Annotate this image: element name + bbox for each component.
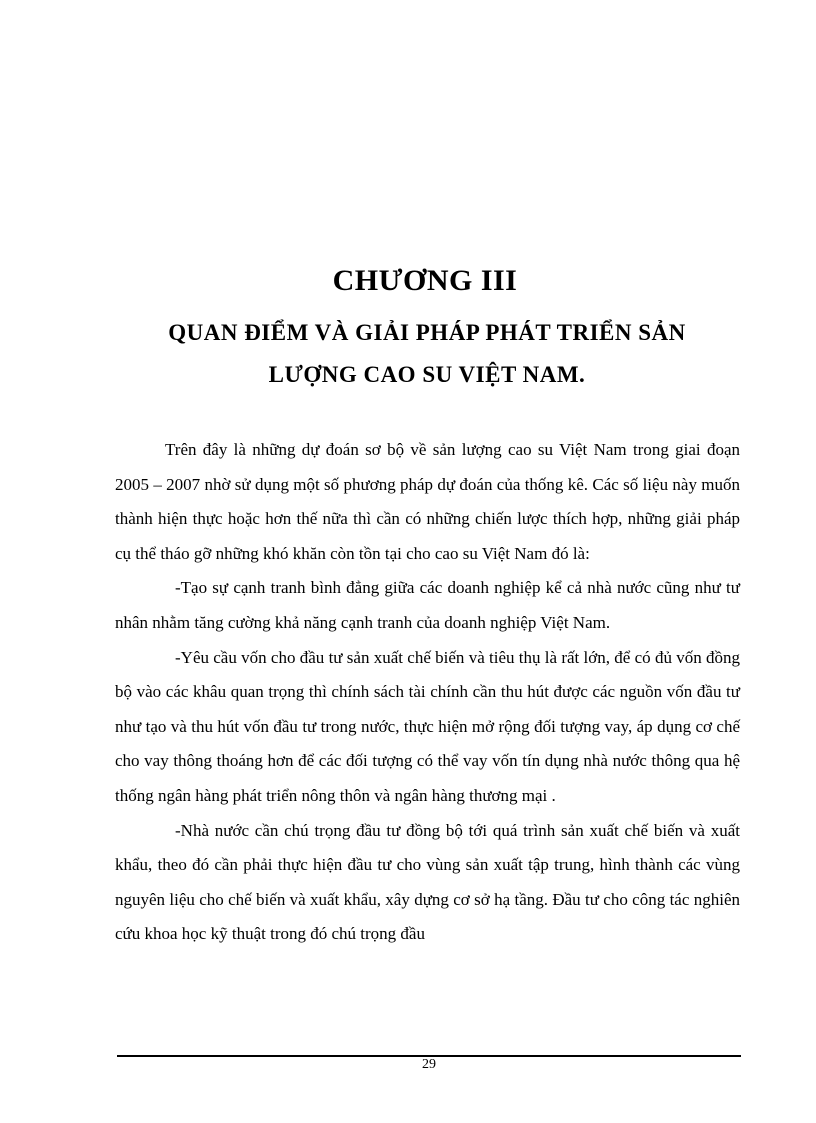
chapter-subtitle-line-1: QUAN ĐIỂM VÀ GIẢI PHÁP PHÁT TRIỂN SẢN <box>168 320 686 345</box>
point-paragraph-investment: -Nhà nước cần chú trọng đầu tư đồng bộ tới quá trình sản xuất chế biến và xuất khẩu, theo đó cần phải thực hiện đầu tư cho vùng sản xuất tập trung, hình thành các vùng nguyên liệu cho chế biến và xuất khẩu, xây dựng cơ sở hạ tầng. Đầu tư cho công tác nghiên cứu khoa học kỹ thuật trong đó chú trọng đầu <box>115 820 740 944</box>
chapter-subtitle <box>0 312 816 396</box>
chapter-subtitle-line-2: LƯỢNG CAO SU VIỆT NAM. <box>268 362 586 387</box>
intro-paragraph: Trên đây là những dự đoán sơ bộ về sản lượng cao su Việt Nam trong giai đoạn 2005 – 2007 nhờ sử dụng một số phương pháp dự đoán của thống kê. Các số liệu này muốn thành hiện thực hoặc hơn thế nữa thì cần có những chiến lược thích hợp, những giải pháp cụ thể tháo gỡ những khó khăn còn tồn tại cho cao su Việt Nam đó là: <box>115 440 740 563</box>
point-paragraph-capital: -Yêu cầu vốn cho đầu tư sản xuất chế biến và tiêu thụ là rất lớn, để có đủ vốn đồng bộ vào các khâu quan trọng thì chính sách tài chính cần thu hút được các nguồn vốn đầu tư như tạo và thu hút vốn đầu tư trong nước, thực hiện mở rộng đối tượng vay, áp dụng cơ chế cho vay thông thoáng hơn để các đối tượng có thể vay vốn tín dụng nhà nước thông qua hệ thống ngân hàng phát triển nông thôn và ngân hàng thương mại . <box>115 647 740 805</box>
point-paragraph-competition: -Tạo sự cạnh tranh bình đẳng giữa các doanh nghiệp kể cả nhà nước cũng như tư nhân nhằm tăng cường khả năng cạnh tranh của doanh nghiệp Việt Nam. <box>115 578 740 632</box>
page-number: 29 <box>422 1057 436 1072</box>
chapter-title: CHƯƠNG III <box>332 264 518 297</box>
body-text <box>115 433 740 952</box>
